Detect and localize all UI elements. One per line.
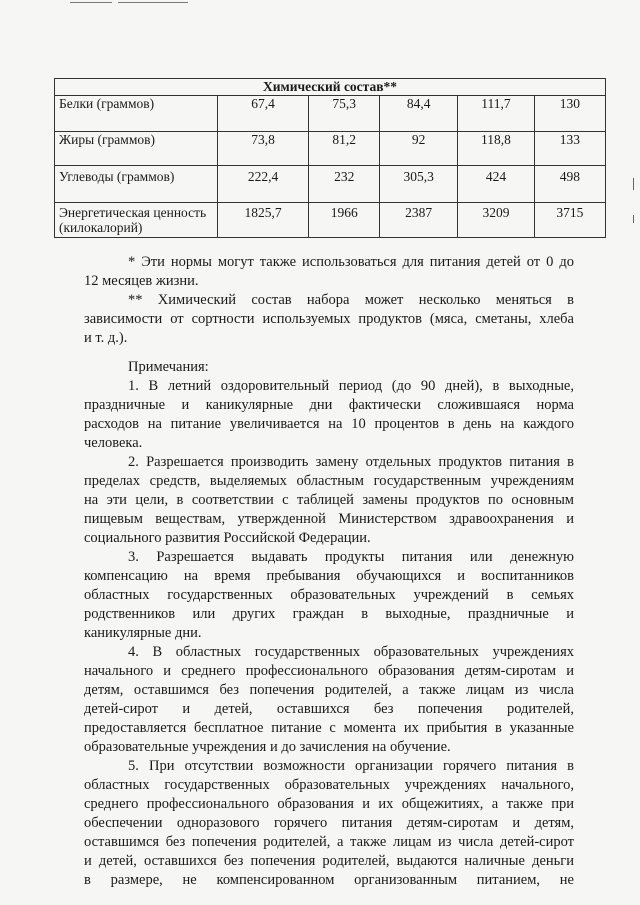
- row-label: Белки (граммов): [55, 95, 218, 131]
- table-cell: 498: [534, 165, 605, 202]
- note-line: детей-сирот и детей, оставшихся без попечения родителей,: [84, 701, 574, 717]
- note-line: областных государственных образовательных учреждений в семьях: [84, 587, 574, 603]
- footnote-1-cont: 12 месяцев жизни.: [84, 273, 199, 289]
- note-line: 3. Разрешается выдавать продукты питания или денежную: [128, 549, 574, 565]
- table-cell: 3715: [534, 202, 605, 237]
- note-line: и детей, оставшихся без попечения родителей, выдаются наличные деньги: [84, 853, 574, 869]
- table-cell: 84,4: [380, 95, 458, 131]
- note-line: праздничные и каникулярные дни фактически сложившаяся норма: [84, 397, 574, 413]
- note-line: компенсацию на время пребывания обучающихся и воспитанников: [84, 568, 574, 584]
- note-line: 2. Разрешается производить замену отдельных продуктов питания в: [128, 454, 574, 470]
- note-line: в размере, не компенсированном организованным питанием, не: [84, 872, 574, 888]
- table-cell: 111,7: [458, 95, 535, 131]
- note-2: [84, 453, 574, 548]
- table-cell: 73,8: [218, 131, 309, 165]
- note-5: [84, 757, 574, 890]
- note-line: пределах средств, выделяемых областным государственным учреждениям: [84, 473, 574, 489]
- note-line: обеспечении одноразового горячего питания детям-сиротам и детям,: [84, 815, 574, 831]
- row-label: Энергетическая ценность (килокалорий): [55, 202, 218, 237]
- row-label: Углеводы (граммов): [55, 165, 218, 202]
- chemical-composition-table: [54, 78, 606, 238]
- note-line: детям, оставшимся без попечения родителей, а также лицам из числа: [84, 682, 574, 698]
- notes-section: [84, 358, 574, 890]
- note-line: пищевым веществам, утвержденной Министерством здравоохранения и: [84, 511, 574, 527]
- note-line: образовательные учреждения и до зачисления на обучение.: [84, 739, 451, 755]
- table-cell: 81,2: [309, 131, 380, 165]
- footnote-2: ** Химический состав набора может несколько меняться в: [128, 292, 574, 308]
- table-cell: 305,3: [380, 165, 458, 202]
- table-header-row: [55, 79, 606, 96]
- table-title: Химический состав**: [55, 79, 606, 96]
- table-cell: 1825,7: [218, 202, 309, 237]
- scan-artifact-edge: [633, 215, 634, 223]
- note-line: 5. При отсутствии возможности организации горячего питания в: [128, 758, 574, 774]
- note-line: каникулярные дни.: [84, 625, 202, 641]
- scan-artifact-edge: [633, 178, 634, 190]
- table-cell: 232: [309, 165, 380, 202]
- note-1: [84, 377, 574, 453]
- note-line: человека.: [84, 435, 143, 451]
- table-row: [55, 165, 606, 202]
- table-cell: 67,4: [218, 95, 309, 131]
- note-line: на эти цели, в соответствии с таблицей замены продуктов по основным: [84, 492, 574, 508]
- note-line: областных государственных образовательных учреждениях начального,: [84, 777, 574, 793]
- table-cell: 3209: [458, 202, 535, 237]
- scan-artifact-top: [70, 0, 220, 6]
- note-line: родственников или других граждан в выходные, праздничные и: [84, 606, 574, 622]
- note-line: оставшимся без попечения родителей, а также лицам из числа детей-сирот: [84, 834, 574, 850]
- note-line: среднего профессионального образования и их общежитиях, а также при: [84, 796, 574, 812]
- table-cell: 130: [534, 95, 605, 131]
- note-3: [84, 548, 574, 643]
- table-cell: 424: [458, 165, 535, 202]
- row-label: Жиры (граммов): [55, 131, 218, 165]
- note-line: начального и среднего профессионального образования детям-сиротам и: [84, 663, 574, 679]
- note-line: 4. В областных государственных образовательных учреждениях: [128, 644, 574, 660]
- table-cell: 2387: [380, 202, 458, 237]
- note-4: [84, 643, 574, 757]
- table-cell: 75,3: [309, 95, 380, 131]
- footnote-1: * Эти нормы могут также использоваться для питания детей от 0 до: [128, 254, 574, 270]
- table-row: [55, 131, 606, 165]
- notes-heading: Примечания:: [128, 359, 209, 375]
- footnote-2-cont: зависимости от сортности используемых продуктов (мяса, сметаны, хлеба: [84, 311, 574, 327]
- table-cell: 118,8: [458, 131, 535, 165]
- note-line: предоставляется бесплатное питание с момента их прибытия в указанные: [84, 720, 574, 736]
- table-cell: 222,4: [218, 165, 309, 202]
- note-line: расходов на питание увеличивается на 10 процентов в день на каждого: [84, 416, 574, 432]
- table-row: [55, 202, 606, 237]
- footnotes: [84, 253, 574, 348]
- note-line: социального развития Российской Федерации.: [84, 530, 371, 546]
- table-cell: 133: [534, 131, 605, 165]
- note-line: 1. В летний оздоровительный период (до 90 дней), в выходные,: [128, 378, 574, 394]
- table-cell: 1966: [309, 202, 380, 237]
- table-cell: 92: [380, 131, 458, 165]
- footnote-2-cont: и т. д.).: [84, 330, 128, 346]
- table-row: [55, 95, 606, 131]
